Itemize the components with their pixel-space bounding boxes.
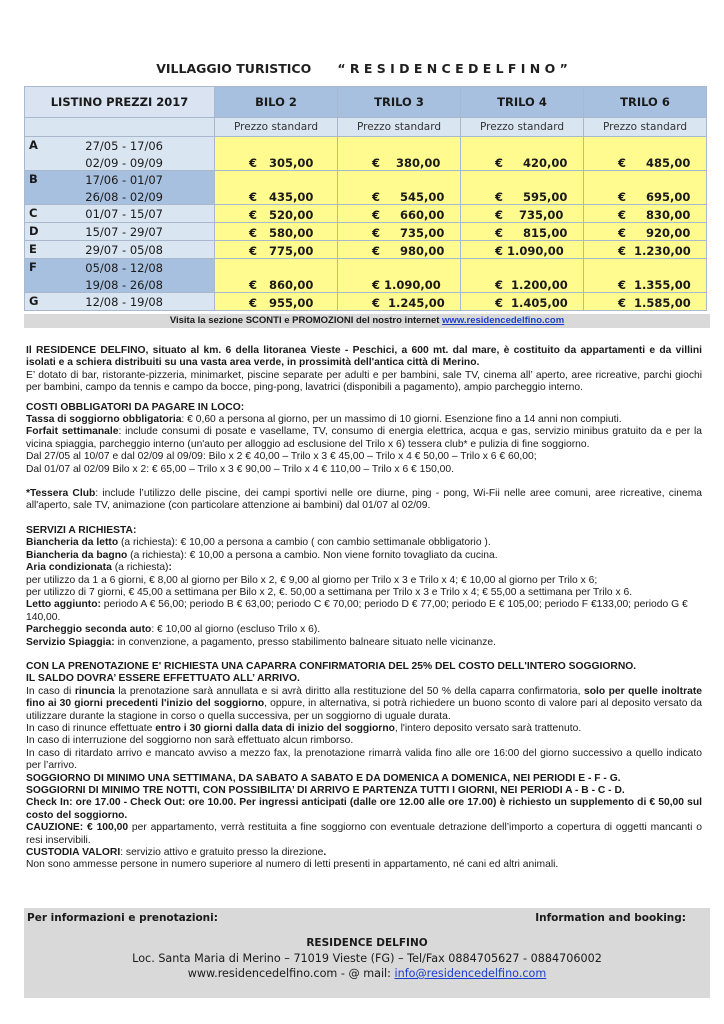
custodia-label: CUSTODIA VALORI bbox=[26, 847, 121, 859]
r1-c: la prenotazione sarà annullata e si avrà diritto alla restituzione del 50 % della caparra confirmatoria, bbox=[114, 685, 584, 697]
price-cell bbox=[461, 137, 584, 171]
price-cell bbox=[461, 241, 584, 259]
price-row bbox=[25, 223, 707, 241]
column-trilo-4: TRILO 4 bbox=[461, 87, 584, 118]
r1-d: solo per quelle inoltrate fino ai 30 giorni precedenti l'inizio del soggiorno bbox=[26, 685, 702, 710]
letto-text: (a richiesta): € 10,00 a persona a cambio ( con cambio settimanale obbligatorio ). bbox=[118, 537, 491, 549]
promo-text: Visita la sezione SCONTI e PROMOZIONI del nostro internet bbox=[169, 315, 443, 326]
price-value: € 980,00 bbox=[372, 244, 445, 258]
intro-bold: Il RESIDENCE DELFINO, situato al km. 6 della litoranea Vieste - Peschici, a 600 mt. dal mare, è costituito da appartamenti e da villini isolati e a schiera distribuiti su una vasta area verde, in prossimità dell'antica città di Merino. bbox=[26, 345, 702, 369]
period-range: 05/08 - 12/08 bbox=[85, 261, 163, 275]
price-value: € 1.230,00 bbox=[618, 244, 691, 258]
price-value: € 435,00 bbox=[249, 190, 314, 204]
aggiunto-text: periodo A € 56,00; periodo B € 63,00; periodo C € 70,00; periodo D € 77,00; periodo E € 105,00; periodo F €133,00; periodo G € 140,00. bbox=[26, 599, 688, 623]
forfait-line bbox=[26, 426, 702, 451]
price-cell bbox=[584, 137, 707, 171]
footer-address: Loc. Santa Maria di Merino – 71019 Vieste (FG) – Tel/Fax 0884705627 - 0884706002 bbox=[132, 952, 602, 965]
services-heading: SERVIZI A RICHIESTA: bbox=[26, 524, 137, 536]
spiaggia-text: in convenzione, a pagamento, presso stabilimento balneare situato nelle vicinanze. bbox=[114, 636, 496, 648]
price-value: € 1.090,00 bbox=[495, 244, 564, 258]
forfait-line-2: Dal 01/07 al 02/09 Bilo x 2: € 65,00 – Trilo x 3 € 90,00 – Trilo x 4 € 110,00 – Trilo x 6 € 150,00. bbox=[26, 463, 454, 475]
period-cell bbox=[25, 241, 215, 259]
price-cell bbox=[461, 259, 584, 293]
saldo-line: IL SALDO DOVRA’ ESSERE EFFETTUATO ALL’ ARRIVO. bbox=[26, 673, 300, 685]
price-value: € 695,00 bbox=[618, 190, 691, 204]
price-value: € 1.245,00 bbox=[372, 296, 445, 310]
club-text: : include l’utilizzo delle piscine, dei campi sportivi nelle ore diurne, ping - pong, Wi-Fii nelle aree comuni, aree ricreative, cinema all'aperto, sale TV, animazione (con particolare attenzione ai bambini) dal 01/07 al 02/09. bbox=[26, 488, 702, 512]
page-title bbox=[0, 61, 724, 76]
cauzione-line bbox=[26, 822, 702, 847]
cauzione-label: CAUZIONE: € 100,00 bbox=[26, 822, 129, 834]
price-value: € 955,00 bbox=[249, 296, 314, 310]
intro-paragraph bbox=[26, 345, 702, 395]
price-table bbox=[24, 86, 707, 311]
spiaggia-line bbox=[26, 637, 702, 649]
checkin-line: Check In: ore 17.00 - Check Out: ore 10.00. Per ingressi anticipati (dalle ore 12.00 alle ore 17.00) è richiesto un supplemento di € 50,00 sul costo del soggiorno. bbox=[26, 797, 702, 821]
price-value: € 860,00 bbox=[249, 278, 314, 292]
price-cell bbox=[338, 205, 461, 223]
aria-line-2: per utilizzo di 7 giorni, € 45,00 a settimana per Bilo x 2, €. 50,00 a settimana per Trilo x 3 e Trilo x 4; € 55,00 a settimana per Trilo x 6. bbox=[26, 586, 633, 598]
price-value: € 735,00 bbox=[495, 208, 564, 222]
title-left: VILLAGGIO TURISTICO bbox=[156, 61, 312, 76]
price-cell bbox=[584, 205, 707, 223]
footer-email-link[interactable]: info@residencedelfino.com bbox=[394, 967, 547, 980]
auto-text: : € 10,00 al giorno (escluso Trilo x 6). bbox=[151, 624, 321, 636]
footer-web bbox=[24, 967, 710, 980]
price-cell bbox=[338, 223, 461, 241]
price-cell bbox=[215, 205, 338, 223]
column-trilo-3: TRILO 3 bbox=[338, 87, 461, 118]
tassa-line bbox=[26, 414, 702, 426]
price-value: € 520,00 bbox=[249, 208, 314, 222]
period-range: 15/07 - 29/07 bbox=[85, 225, 163, 239]
r1-e: , oppure, in alternativa, si potrà richiedere un buono sconto di valore pari al deposito versato da utilizzare durante la stagione in corso o quella successiva, per un soggiorno di uguale durata. bbox=[26, 698, 702, 722]
period-cell bbox=[25, 137, 215, 171]
price-value: € 830,00 bbox=[618, 208, 691, 222]
price-list-header: LISTINO PREZZI 2017 bbox=[25, 87, 215, 118]
price-cell bbox=[215, 293, 338, 311]
aggiunto-line bbox=[26, 599, 702, 624]
period-range: 01/07 - 15/07 bbox=[85, 207, 163, 221]
price-value: € 595,00 bbox=[495, 190, 568, 204]
price-value: € 775,00 bbox=[249, 244, 314, 258]
column-trilo-6: TRILO 6 bbox=[584, 87, 707, 118]
price-cell bbox=[461, 293, 584, 311]
price-cell bbox=[338, 241, 461, 259]
period-letter: D bbox=[29, 224, 39, 238]
price-value: € 1.585,00 bbox=[618, 296, 691, 310]
forfait-line-1: Dal 27/05 al 10/07 e dal 02/09 al 09/09: Bilo x 2 € 40,00 – Trilo x 3 € 45,00 – Trilo x 4 € 50,00 – Trilo x 6 € 60,00; bbox=[26, 451, 537, 463]
price-row bbox=[25, 241, 707, 259]
period-range: 29/07 - 05/08 bbox=[85, 243, 163, 257]
footer-name: RESIDENCE DELFINO bbox=[306, 937, 428, 949]
price-value: € 660,00 bbox=[372, 208, 445, 222]
column-bilo-2: BILO 2 bbox=[215, 87, 338, 118]
price-value: € 380,00 bbox=[372, 156, 441, 170]
price-row bbox=[25, 293, 707, 311]
promo-link[interactable]: www.residencedelfino.com bbox=[442, 315, 565, 326]
contact-footer bbox=[24, 908, 710, 998]
auto-label: Parcheggio seconda auto bbox=[26, 624, 152, 636]
price-value: € 920,00 bbox=[618, 226, 691, 240]
price-cell bbox=[338, 259, 461, 293]
footer-info-label: Per informazioni e prenotazioni: bbox=[27, 912, 218, 924]
price-cell bbox=[215, 241, 338, 259]
price-value: € 1.090,00 bbox=[372, 278, 441, 292]
period-letter: B bbox=[29, 172, 38, 186]
custodia-end: . bbox=[323, 847, 327, 859]
subheader-blank bbox=[25, 118, 215, 137]
subheader-price: Prezzo standard bbox=[215, 118, 338, 137]
period-range: 26/08 - 02/09 bbox=[85, 190, 163, 204]
price-row bbox=[25, 171, 707, 205]
period-range: 12/08 - 19/08 bbox=[85, 295, 163, 309]
caparra-line: CON LA PRENOTAZIONE E' RICHIESTA UNA CAPARRA CONFIRMATORIA DEL 25% DEL COSTO DELL'INTERO SOGGIORNO. bbox=[26, 660, 637, 672]
costs-heading: COSTI OBBLIGATORI DA PAGARE IN LOCO: bbox=[26, 401, 245, 413]
letto-label: Biancheria da letto bbox=[26, 537, 119, 549]
price-rows bbox=[25, 137, 707, 311]
aria-colon: : bbox=[168, 562, 172, 574]
cauzione-text: per appartamento, verrà restituita a fine soggiorno con eventuale detrazione dell’importo a copertura di oggetti mancanti o resi inservibili. bbox=[26, 822, 702, 846]
price-row bbox=[25, 205, 707, 223]
price-cell bbox=[215, 171, 338, 205]
forfait-text: : include consumi di posate e vasellame, TV, consumo di energia elettrica, acqua e gas, servizio minibus gratuito da e per la vicina spiaggia, parcheggio interno (un'auto per alloggio ad esclusione del Trilo x 6) tessera club* e pulizia di fine soggiorno. bbox=[26, 426, 702, 450]
r2-c: , l'intero deposito versato sarà trattenuto. bbox=[394, 722, 582, 734]
price-value: € 545,00 bbox=[372, 190, 445, 204]
bagno-text: (a richiesta): € 10,00 a persona a cambio. Non viene fornito tovagliato da cucina. bbox=[127, 549, 498, 561]
letto-line bbox=[26, 537, 702, 549]
price-cell bbox=[584, 171, 707, 205]
tassa-label: Tassa di soggiorno obbligatoria bbox=[26, 414, 182, 426]
forfait-label: Forfait settimanale bbox=[26, 426, 119, 438]
footer-web-prefix: www.residencedelfino.com - @ mail: bbox=[187, 967, 395, 980]
club-paragraph bbox=[26, 488, 702, 513]
price-value: € 1.200,00 bbox=[495, 278, 568, 292]
price-cell bbox=[584, 241, 707, 259]
ritardo-line: In caso di ritardato arrivo e mancato avviso a mezzo fax, la prenotazione rimarrà valida fino alle ore 16:00 del giorno successivo a quello indicato per l’arrivo. bbox=[26, 747, 702, 772]
price-cell bbox=[584, 293, 707, 311]
auto-line bbox=[26, 624, 702, 636]
aria-mid: (a richiesta) bbox=[111, 562, 169, 574]
aria-line-1: per utilizzo da 1 a 6 giorni, € 8,00 al giorno per Bilo x 2, € 9,00 al giorno per Trilo x 3 e Trilo x 4; € 10,00 al giorno per Trilo x 6; bbox=[26, 574, 598, 586]
price-value: € 735,00 bbox=[372, 226, 445, 240]
subheader-price: Prezzo standard bbox=[461, 118, 584, 137]
period-range: 02/09 - 09/09 bbox=[85, 156, 163, 170]
period-range: 17/06 - 01/07 bbox=[85, 173, 163, 187]
aria-label: Aria condizionata bbox=[26, 562, 112, 574]
price-cell bbox=[215, 137, 338, 171]
period-cell bbox=[25, 293, 215, 311]
footer-booking-label: Information and booking: bbox=[535, 912, 686, 924]
interruzione-line: In caso di interruzione del soggiorno non sarà effettuato alcun rimborso. bbox=[26, 735, 354, 747]
price-row bbox=[25, 137, 707, 171]
period-cell bbox=[25, 223, 215, 241]
period-range: 27/05 - 17/06 bbox=[85, 139, 163, 153]
price-value: € 815,00 bbox=[495, 226, 568, 240]
price-cell bbox=[461, 171, 584, 205]
price-row bbox=[25, 259, 707, 293]
rinuncia-30-line bbox=[26, 723, 702, 735]
price-value: € 305,00 bbox=[249, 156, 314, 170]
period-range: 19/08 - 26/08 bbox=[85, 278, 163, 292]
tassa-text: : € 0,60 a persona al giorno, per un massimo di 10 giorni. Esenzione fino a 14 anni non compiuti. bbox=[181, 414, 622, 426]
intro-text: E’ dotato di bar, ristorante-pizzeria, minimarket, piscine separate per adulti e per bambini, sale TV, cinema all’ aperto, aree ricreative, parchi giochi per bambini, campo da tennis e campo da bocce, ping-pong, lavatrici (disponibili a pagamento), ampio parcheggio interno. bbox=[26, 369, 702, 394]
r1-a: In caso di bbox=[26, 685, 75, 697]
period-cell bbox=[25, 259, 215, 293]
price-cell bbox=[584, 259, 707, 293]
period-cell bbox=[25, 171, 215, 205]
rinuncia-paragraph bbox=[26, 686, 702, 723]
price-cell bbox=[461, 223, 584, 241]
price-value: € 485,00 bbox=[618, 156, 691, 170]
bagno-label: Biancheria da bagno bbox=[26, 549, 128, 561]
club-label: *Tessera Club bbox=[26, 488, 96, 500]
aggiunto-label: Letto aggiunto: bbox=[26, 599, 101, 611]
info-body bbox=[26, 345, 702, 872]
period-letter: A bbox=[29, 138, 38, 152]
r1-b: rinuncia bbox=[74, 685, 115, 697]
price-cell bbox=[338, 293, 461, 311]
period-cell bbox=[25, 205, 215, 223]
price-value: € 1.405,00 bbox=[495, 296, 568, 310]
min-week-line: SOGGIORNO DI MINIMO UNA SETTIMANA, DA SABATO A SABATO E DA DOMENICA A DOMENICA, NEI PERIODI E - F - G. bbox=[26, 772, 621, 784]
r2-b: entro i 30 giorni dalla data di inizio del soggiorno bbox=[155, 722, 395, 734]
period-letter: E bbox=[29, 242, 37, 256]
price-value: € 420,00 bbox=[495, 156, 568, 170]
price-cell bbox=[215, 259, 338, 293]
persone-line: Non sono ammesse persone in numero superiore al numero di letti presenti in appartamento, né cani ed altri animali. bbox=[26, 859, 559, 871]
price-value: € 1.355,00 bbox=[618, 278, 691, 292]
subheader-price: Prezzo standard bbox=[584, 118, 707, 137]
period-letter: C bbox=[29, 206, 38, 220]
spiaggia-label: Servizio Spiaggia: bbox=[26, 636, 115, 648]
bagno-line bbox=[26, 550, 702, 562]
price-cell bbox=[338, 137, 461, 171]
price-value: € 580,00 bbox=[249, 226, 314, 240]
aria-line bbox=[26, 562, 702, 574]
price-cell bbox=[461, 205, 584, 223]
period-letter: F bbox=[29, 260, 37, 274]
promo-bar bbox=[24, 314, 710, 328]
price-cell bbox=[338, 171, 461, 205]
title-right: “ R E S I D E N C E D E L F I N O ” bbox=[337, 61, 568, 76]
price-cell bbox=[584, 223, 707, 241]
subheader-price: Prezzo standard bbox=[338, 118, 461, 137]
period-letter: G bbox=[29, 294, 39, 308]
price-cell bbox=[215, 223, 338, 241]
custodia-line bbox=[26, 847, 702, 859]
r2-a: In caso di rinunce effettuate bbox=[26, 722, 156, 734]
min-nights-line: SOGGIORNI DI MINIMO TRE NOTTI, CON POSSIBILITA’ DI ARRIVO E PARTENZA TUTTI I GIORNI, NEI PERIODI A - B - C - D. bbox=[26, 785, 625, 796]
custodia-text: : servizio attivo e gratuito presso la direzione bbox=[120, 847, 324, 859]
